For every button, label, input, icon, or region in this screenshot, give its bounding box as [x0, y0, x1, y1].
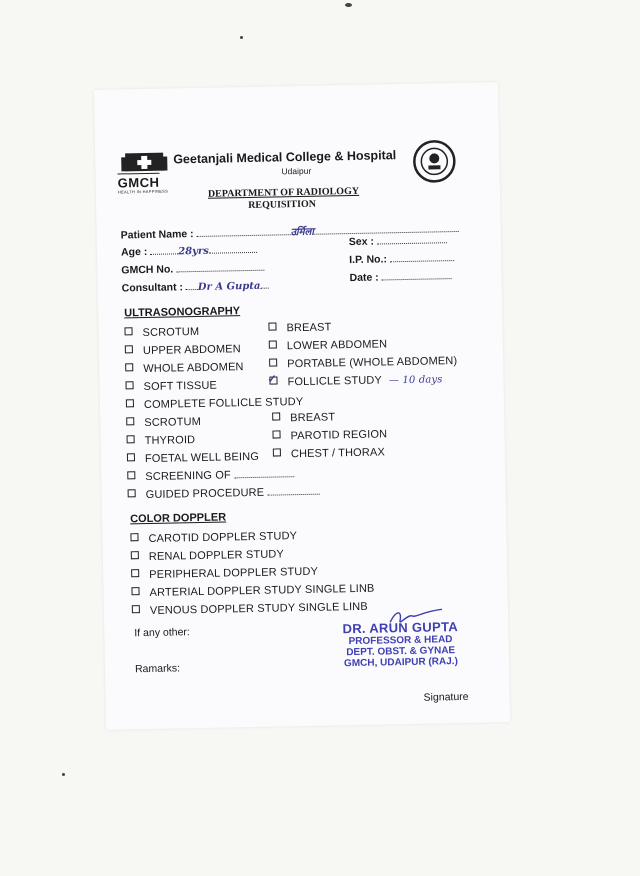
checkbox-arterial-doppler[interactable]: ARTERIAL DOPPLER STUDY SINGLE LINB: [131, 583, 374, 600]
signature-label: Signature: [423, 690, 469, 704]
hospital-city: Udaipur: [281, 165, 312, 177]
checkbox-carotid-doppler[interactable]: CAROTID DOPPLER STUDY: [130, 530, 297, 545]
checkbox-breast[interactable]: BREAST: [268, 321, 331, 334]
follicle-study-note: — 10 days: [388, 374, 443, 387]
hospital-name: Geetanjali Medical College & Hospital: [173, 148, 397, 167]
checkbox-foetal-well-being[interactable]: FOETAL WELL BEING: [127, 451, 259, 466]
checkbox-follicle-study[interactable]: ✓ FOLLICLE STUDY — 10 days: [267, 373, 443, 389]
sex-label: Sex :: [348, 235, 375, 249]
checkbox-guided-procedure[interactable]: GUIDED PROCEDURE: [128, 486, 320, 502]
consultant-label: Consultant :: [121, 281, 184, 295]
color-doppler-heading: COLOR DOPPLER: [130, 511, 227, 526]
logo-tagline: HEALTH IN HAPPINESS: [117, 188, 169, 195]
checkbox-parotid-region[interactable]: PAROTID REGION: [272, 428, 387, 442]
checkbox-thyroid[interactable]: THYROID: [127, 434, 196, 447]
date-label: Date :: [349, 271, 379, 285]
ip-no-label: I.P. No.:: [349, 253, 388, 267]
scan-speck: [62, 773, 65, 776]
if-any-other-label: If any other:: [134, 626, 190, 640]
department-title: DEPARTMENT OF RADIOLOGY: [207, 185, 360, 200]
remarks-label: Ramarks:: [134, 662, 181, 676]
patient-name-value: उर्मिला: [290, 226, 315, 239]
stamp-line-1: PROFESSOR & HEAD: [348, 634, 453, 648]
date-row: [349, 269, 451, 284]
ip-no-row: [349, 251, 454, 266]
checkbox-screening-of[interactable]: SCREENING OF: [127, 468, 294, 483]
checkbox-scrotum-2[interactable]: SCROTUM: [126, 416, 201, 429]
scan-speck: [345, 3, 352, 7]
gmch-no-label: GMCH No.: [121, 263, 174, 277]
requisition-form: [94, 82, 510, 730]
ultrasonography-heading: ULTRASONOGRAPHY: [124, 305, 241, 320]
patient-name-label: Patient Name :: [120, 228, 194, 242]
checkbox-complete-follicle-study[interactable]: COMPLETE FOLLICLE STUDY: [126, 396, 304, 411]
college-seal-icon: [412, 139, 457, 184]
gmch-no-row: [121, 261, 264, 277]
consultant-row: [122, 279, 269, 295]
checkbox-chest-thorax[interactable]: CHEST / THORAX: [273, 446, 385, 460]
stamp-line-3: GMCH, UDAIPUR (RAJ.): [343, 656, 458, 670]
form-title: REQUISITION: [248, 198, 317, 211]
checkbox-whole-abdomen[interactable]: WHOLE ABDOMEN: [125, 361, 244, 375]
checkbox-peripheral-doppler[interactable]: PERIPHERAL DOPPLER STUDY: [131, 566, 318, 582]
checkbox-breast-2[interactable]: BREAST: [272, 411, 335, 424]
doctor-stamp: [330, 619, 471, 670]
stamp-doctor-name: DR. ARUN GUPTA: [342, 619, 459, 637]
age-value: 28yrs: [178, 245, 209, 258]
sex-row: [349, 233, 447, 248]
logo-text: GMCH: [117, 174, 160, 191]
checkbox-soft-tissue[interactable]: SOFT TISSUE: [125, 380, 217, 394]
checkbox-scrotum[interactable]: SCROTUM: [124, 326, 199, 339]
checkbox-lower-abdomen[interactable]: LOWER ABDOMEN: [269, 338, 388, 352]
scan-speck: [240, 36, 243, 39]
age-label: Age :: [120, 245, 148, 259]
age-row: [121, 243, 257, 259]
checkbox-upper-abdomen[interactable]: UPPER ABDOMEN: [125, 343, 241, 357]
stamp-line-2: DEPT. OBST. & GYNAE: [346, 645, 456, 659]
consultant-value: Dr A Gupta: [197, 280, 261, 293]
checkbox-renal-doppler[interactable]: RENAL DOPPLER STUDY: [131, 548, 284, 563]
checkbox-portable-whole-abdomen[interactable]: PORTABLE (WHOLE ABDOMEN): [269, 355, 457, 371]
checkbox-venous-doppler[interactable]: VENOUS DOPPLER STUDY SINGLE LINB: [132, 601, 368, 618]
